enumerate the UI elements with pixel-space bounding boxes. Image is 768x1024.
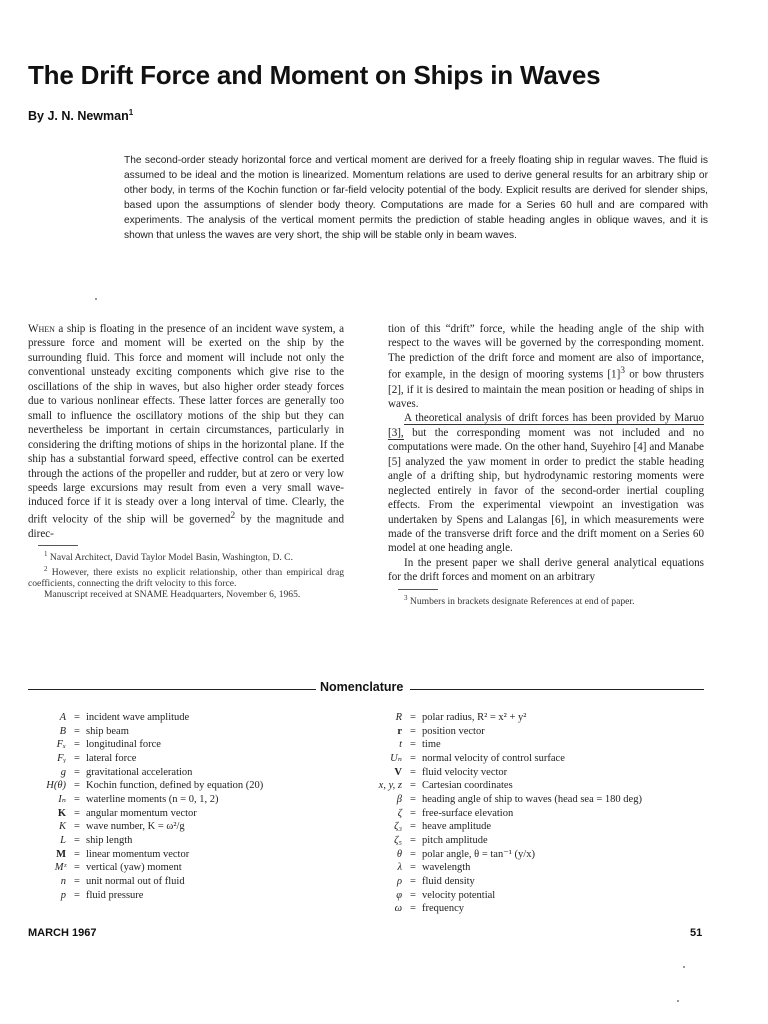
equals-sign: =: [410, 889, 416, 901]
nomenclature-symbol: M: [56, 848, 66, 860]
nomenclature-rule-left: [28, 689, 316, 690]
nomenclature-symbol: r: [397, 725, 402, 737]
nomenclature-list-right: [362, 711, 642, 916]
body-column-left: [28, 322, 344, 601]
equals-sign: =: [410, 780, 416, 792]
nomenclature-definition: angular momentum vector: [86, 807, 197, 819]
nomenclature-symbol: ζ₃: [394, 821, 402, 833]
nomenclature-definition: gravitational acceleration: [86, 766, 193, 778]
nomenclature-symbol: H(θ): [46, 780, 66, 792]
equals-sign: =: [74, 862, 80, 874]
nomenclature-entry: [362, 834, 642, 848]
nomenclature-definition: frequency: [422, 903, 464, 915]
nomenclature-symbol: ρ: [396, 875, 402, 887]
equals-sign: =: [410, 834, 416, 846]
nomenclature-entry: [28, 861, 263, 875]
underlined-phrase: A theoretical analysis of drift forces has been provided by Maruo [3],: [388, 412, 704, 439]
nomenclature-symbol: n: [60, 875, 66, 887]
nomenclature-definition: velocity potential: [422, 889, 496, 901]
lead-word: When: [28, 323, 55, 335]
nomenclature-symbol: ω: [394, 903, 402, 915]
author-byline: [28, 108, 133, 123]
nomenclature-entry: [362, 738, 642, 752]
equals-sign: =: [410, 862, 416, 874]
nomenclature-definition: time: [422, 739, 441, 751]
nomenclature-entry: [362, 793, 642, 807]
nomenclature-title: Nomenclature: [320, 680, 404, 694]
nomenclature-symbol: Fₓ: [56, 739, 66, 751]
nomenclature-definition: wavelength: [422, 862, 471, 874]
equals-sign: =: [410, 766, 416, 778]
issue-date: MARCH 1967: [28, 927, 97, 939]
nomenclature-entry: [362, 861, 642, 875]
equals-sign: =: [74, 739, 80, 751]
nomenclature-entry: [362, 711, 642, 725]
nomenclature-entry: [28, 725, 263, 739]
footnote-ref: 3: [620, 365, 626, 377]
nomenclature-entry: [28, 834, 263, 848]
nomenclature-entry: [28, 875, 263, 889]
footnote-3: $^3$ Numbers in brackets designate References at end of paper.: [404, 593, 635, 608]
nomenclature-symbol: K: [57, 807, 66, 819]
paper-title: The Drift Force and Moment on Ships in Waves: [28, 60, 601, 90]
equals-sign: =: [410, 712, 416, 723]
footnote-2: $^2$ However, there exists no explicit relationship, other than empirical drag coefficients, connecting the drift velocity to this force.: [28, 564, 344, 590]
equals-sign: =: [74, 780, 80, 792]
footnote-ref: 2: [230, 509, 236, 521]
nomenclature-symbol: θ: [396, 848, 402, 860]
nomenclature-entry: [362, 875, 642, 889]
scan-speck: [683, 966, 685, 968]
nomenclature-entry: [28, 779, 263, 793]
equals-sign: =: [74, 712, 80, 723]
nomenclature-definition: normal velocity of control surface: [422, 752, 565, 764]
nomenclature-definition: heading angle of ship to waves (head sea = 180 deg): [422, 793, 642, 805]
nomenclature-definition: fluid density: [422, 875, 475, 887]
equals-sign: =: [74, 875, 80, 887]
nomenclature-symbol: λ: [397, 862, 402, 874]
nomenclature-symbol: Mᶻ: [54, 862, 66, 874]
nomenclature-definition: ship length: [86, 834, 133, 846]
equals-sign: =: [410, 752, 416, 764]
nomenclature-definition: free-surface elevation: [422, 807, 514, 819]
nomenclature-entry: [28, 711, 263, 725]
nomenclature-entry: [28, 766, 263, 780]
nomenclature-definition: fluid velocity vector: [422, 766, 508, 778]
equals-sign: =: [410, 821, 416, 833]
equals-sign: =: [74, 752, 80, 764]
nomenclature-entry: [362, 820, 642, 834]
nomenclature-entry: [362, 752, 642, 766]
nomenclature-entry: [28, 807, 263, 821]
nomenclature-entry: [362, 725, 642, 739]
nomenclature-symbol: Iₙ: [58, 793, 66, 805]
nomenclature-symbol: K: [58, 821, 66, 833]
scan-speck: [95, 298, 97, 300]
nomenclature-symbol: t: [399, 739, 402, 751]
nomenclature-symbol: φ: [396, 889, 402, 901]
nomenclature-entry: [362, 807, 642, 821]
equals-sign: =: [74, 725, 80, 737]
equals-sign: =: [410, 807, 416, 819]
nomenclature-definition: wave number, K = ω²/g: [86, 821, 185, 833]
nomenclature-header: [28, 680, 704, 698]
body-column-right: [388, 322, 704, 607]
nomenclature-symbol: ζ₅: [394, 834, 402, 846]
footnote-1: $^1$ Naval Architect, David Taylor Model Basin, Washington, D. C.: [44, 550, 293, 564]
nomenclature-entry: [362, 848, 642, 862]
abstract: The second-order steady horizontal force and vertical moment are derived for a freely floating ship in regular waves. The fluid is assumed to be ideal and the motion is linearized. Momentum relations are used to derive general results for an arbitrary ship or other body, in terms of the Kochin function or far-field velocity potential of the body. Explicit results are derived for slender ships, based upon the assumptions of slender body theory. Computations are made for a Series 60 hull and are compared with experiments. The analysis of the vertical moment permits the prediction of stable heading angles in oblique waves, and it is shown that unless the waves are very short, the ship will be stable only in beam waves.: [124, 155, 708, 241]
nomenclature-entry: [28, 793, 263, 807]
footnote-divider: [398, 589, 438, 590]
equals-sign: =: [410, 793, 416, 805]
nomenclature-rule-right: [410, 689, 704, 690]
nomenclature-definition: longitudinal force: [86, 739, 161, 751]
nomenclature-definition: pitch amplitude: [422, 834, 488, 846]
paragraph-prior-work: A theoretical analysis of drift forces has been provided by Maruo [3], but the corresponding moment was not included and no computations were made. On the other hand, Suyehiro [4] and Manabe [5] analyzed the yaw moment in order to predict the stable heading angle of a drifting ship, but hydrodynamic restoring moments were neglected entirely in favor of the second-order inertial coupling effects. From the experimental viewpoint an investigation was undertaken by Spens and Lalangas [6], in which measurements were made of the transverse drift force and the drift moment on a Series 60 model at one heading angle.: [388, 412, 704, 555]
nomenclature-definition: polar radius, R² = x² + y²: [422, 712, 527, 723]
nomenclature-definition: incident wave amplitude: [86, 712, 190, 723]
author-footnote-mark: 1: [128, 108, 134, 117]
equals-sign: =: [74, 848, 80, 860]
equals-sign: =: [74, 834, 80, 846]
paragraph-present-paper: In the present paper we shall derive general analytical equations for the drift forces and moment on an arbitrary: [388, 556, 704, 584]
nomenclature-definition: linear momentum vector: [86, 848, 190, 860]
nomenclature-symbol: A: [59, 712, 66, 723]
nomenclature-definition: polar angle, θ = tan⁻¹ (y/x): [422, 848, 535, 860]
nomenclature-symbol: R: [395, 712, 402, 723]
nomenclature-symbol: ζ: [397, 807, 402, 819]
nomenclature-entry: [28, 889, 263, 903]
equals-sign: =: [410, 903, 416, 915]
equals-sign: =: [74, 807, 80, 819]
nomenclature-definition: waterline moments (n = 0, 1, 2): [86, 793, 219, 805]
footnote-divider: [38, 545, 78, 546]
nomenclature-entry: [28, 848, 263, 862]
equals-sign: =: [410, 848, 416, 860]
nomenclature-entry: [362, 779, 642, 793]
nomenclature-definition: heave amplitude: [422, 821, 492, 833]
nomenclature-definition: fluid pressure: [86, 889, 144, 901]
nomenclature-list-left: [28, 711, 263, 902]
paragraph-drift: tion of this “drift” force, while the heading angle of the ship with respect to the waves will be governed by the corresponding moment. The prediction of the drift force and moment are also of importance, for example, in the design of mooring systems [1]$^3$ or bow thrusters [2], if it is desired to maintain the mean position or heading of ships in waves.: [388, 323, 705, 410]
nomenclature-symbol: Fᵧ: [57, 752, 66, 764]
equals-sign: =: [74, 889, 80, 901]
nomenclature-definition: Kochin function, defined by equation (20): [86, 780, 264, 792]
nomenclature-entry: [362, 889, 642, 903]
nomenclature-entry: [362, 902, 642, 916]
nomenclature-entry: [28, 752, 263, 766]
intro-paragraph: When a ship is floating in the presence of an incident wave system, a pressure force and moment will be exerted on the ship by the surrounding fluid. This force and moment will include not only the conventional unsteady exciting components which give rise to the oscillations of the ship in waves, but also higher order steady forces due to various nonlinear effects. These latter forces are generally too small to influence the oscillatory motions of the ship but they can nevertheless be important in certain circumstances, particularly in considering the drifting motions of ships in the horizontal plane. If the ship has a substantial forward speed, effective control can be exerted through the actions of the propeller and rudder, but at zero or very low speeds large excursions may result from even a very small wave-induced force if it is steady over a long interval of time. Clearly, the drift velocity of the ship will be governed$^2$ by the magnitude and direc-: [28, 323, 344, 541]
nomenclature-symbol: g: [60, 766, 66, 778]
equals-sign: =: [410, 725, 416, 737]
scan-speck: [677, 1000, 679, 1002]
nomenclature-definition: ship beam: [86, 725, 129, 737]
nomenclature-entry: [28, 820, 263, 834]
nomenclature-symbol: V: [394, 766, 402, 778]
nomenclature-symbol: B: [59, 725, 66, 737]
equals-sign: =: [74, 766, 80, 778]
nomenclature-symbol: β: [396, 793, 402, 805]
equals-sign: =: [74, 821, 80, 833]
page-number: 51: [690, 927, 703, 939]
nomenclature-symbol: Uₙ: [390, 752, 402, 764]
author-name: By J. N. Newman: [28, 109, 129, 124]
nomenclature-definition: position vector: [422, 725, 485, 737]
nomenclature-symbol: L: [60, 834, 66, 846]
nomenclature-symbol: p: [60, 889, 66, 901]
equals-sign: =: [410, 739, 416, 751]
nomenclature-definition: lateral force: [86, 752, 137, 764]
nomenclature-definition: vertical (yaw) moment: [86, 862, 182, 874]
equals-sign: =: [410, 875, 416, 887]
nomenclature-symbol: x, y, z: [378, 780, 402, 792]
nomenclature-entry: [28, 738, 263, 752]
equals-sign: =: [74, 793, 80, 805]
nomenclature-entry: [362, 766, 642, 780]
nomenclature-definition: unit normal out of fluid: [86, 875, 185, 887]
manuscript-note: Manuscript received at SNAME Headquarters, November 6, 1965.: [44, 589, 301, 601]
nomenclature-definition: Cartesian coordinates: [422, 780, 513, 792]
